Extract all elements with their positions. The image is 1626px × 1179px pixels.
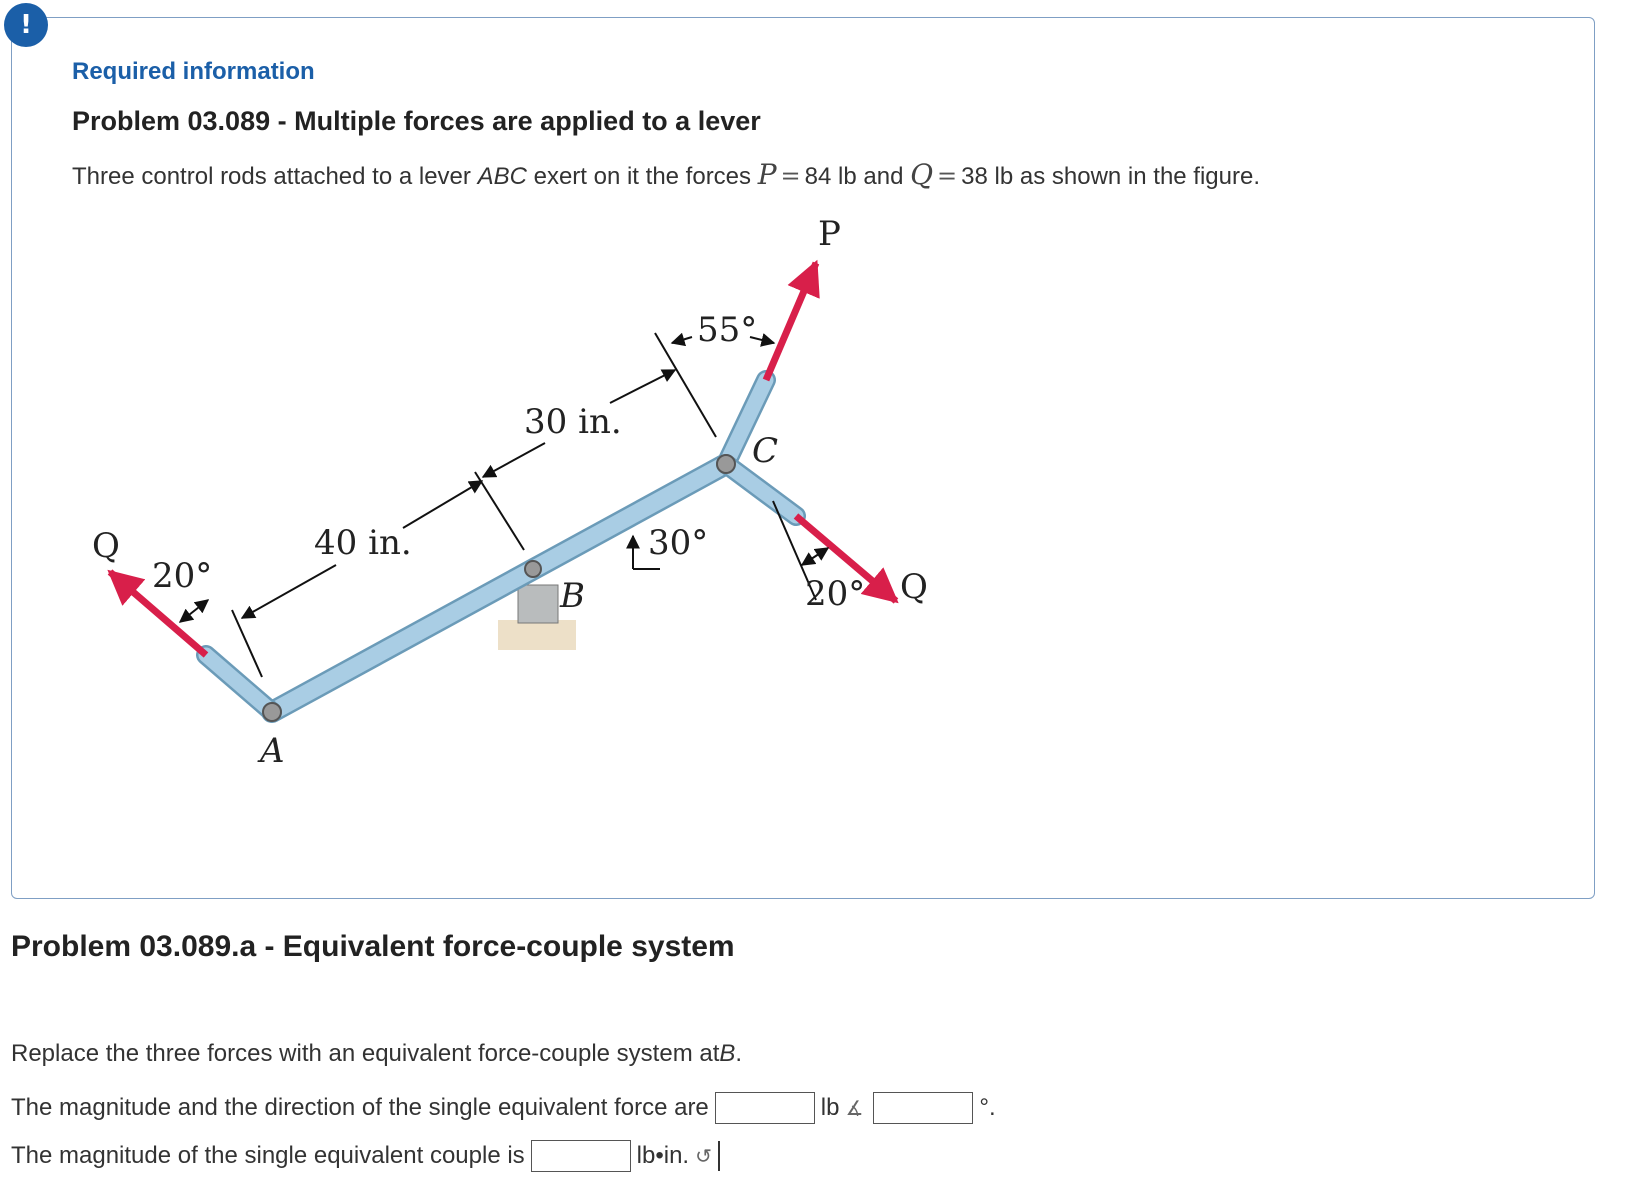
couple-answer-line [11, 1140, 720, 1172]
p-variable: P [757, 158, 777, 191]
force-p-arrow [766, 263, 816, 380]
equals-sign: = [937, 162, 958, 190]
label-c: C [752, 431, 779, 471]
point-b: B [719, 1040, 736, 1067]
force-angle-input[interactable] [873, 1092, 973, 1124]
label-dim-40: 40 in. [314, 523, 412, 563]
force-question-text: The magnitude and the direction of the single equivalent force are [11, 1094, 709, 1121]
alert-badge [4, 3, 48, 47]
text-cursor [718, 1141, 720, 1171]
pin-a [263, 703, 281, 721]
label-angle-55: 55° [697, 310, 758, 350]
angle-icon: ∡ [845, 1097, 864, 1120]
q-variable: Q [910, 158, 934, 191]
label-angle-20-left: 20° [152, 556, 213, 596]
label-angle-20-right: 20° [805, 574, 866, 614]
force-answer-line [11, 1092, 996, 1124]
couple-unit: lb•in. [636, 1142, 690, 1169]
required-info-label: Required information [72, 58, 315, 85]
degree-suffix: °. [979, 1094, 996, 1121]
instruction-line [11, 1040, 742, 1068]
couple-magnitude-input[interactable] [531, 1140, 631, 1172]
lever-figure [90, 215, 970, 825]
counterclockwise-icon: ↺ [695, 1145, 712, 1168]
problem-title: Problem 03.089 - Multiple forces are applied to a lever [72, 106, 761, 136]
label-p: P [818, 215, 841, 254]
exclamation-icon: ! [20, 10, 32, 40]
problem-statement [72, 158, 1260, 191]
part-a-title: Problem 03.089.a - Equivalent force-couple system [11, 930, 735, 963]
force-unit: lb [820, 1094, 840, 1121]
couple-question-text: The magnitude of the single equivalent couple is [11, 1142, 525, 1169]
label-angle-30: 30° [648, 523, 709, 563]
label-a: A [260, 731, 285, 771]
lever-name: ABC [477, 163, 527, 190]
p-value: 84 lb and [804, 163, 911, 190]
statement-text: exert on it the forces [526, 163, 758, 190]
instruction-period: . [735, 1040, 743, 1067]
label-b: B [560, 576, 585, 616]
label-q-left: Q [92, 526, 120, 566]
pin-b [525, 561, 541, 577]
equals-sign: = [780, 162, 801, 190]
q-value: 38 lb as shown in the figure. [961, 163, 1261, 190]
force-magnitude-input[interactable] [715, 1092, 815, 1124]
label-dim-30: 30 in. [524, 402, 622, 442]
statement-text: Three control rods attached to a lever [72, 163, 478, 190]
pin-c [717, 455, 735, 473]
label-q-right: Q [900, 567, 928, 607]
instruction-text: Replace the three forces with an equivalent force-couple system at [11, 1040, 720, 1067]
